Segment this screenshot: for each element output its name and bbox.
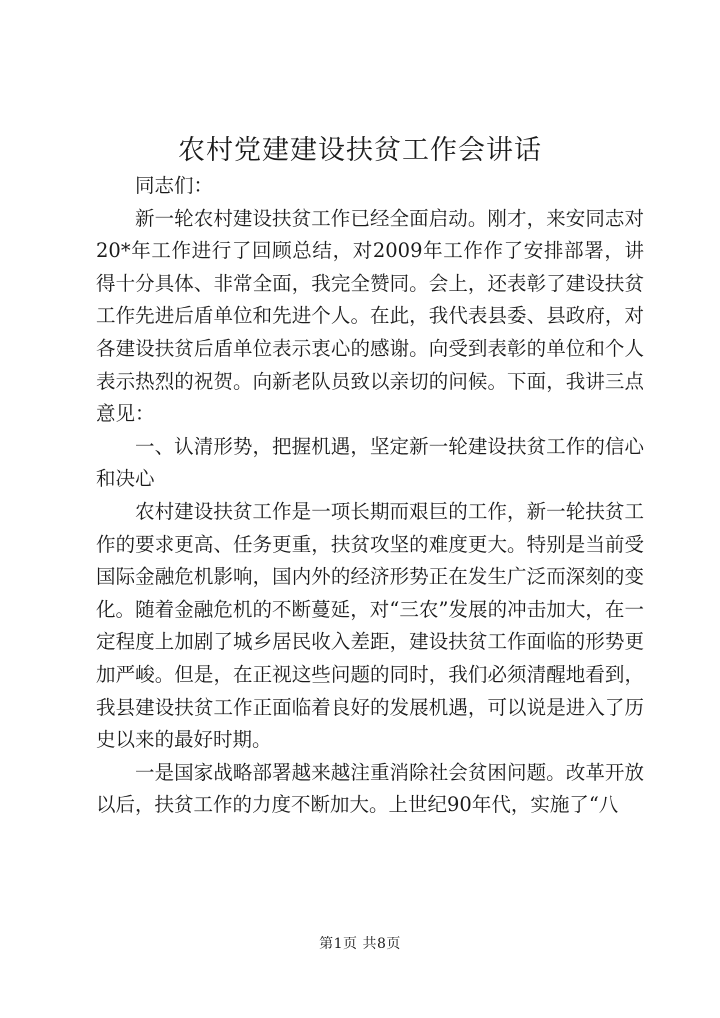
paragraph-point-1: 一是国家战略部署越来越注重消除社会贫困问题。改革开放以后，扶贫工作的力度不断加大。上世纪90年代，实施了“八 — [96, 760, 644, 817]
paragraph-intro: 新一轮农村建设扶贫工作已经全面启动。刚才，来安同志对20*年工作进行了回顾总结，对2009年工作作了安排部署，讲得十分具体、非常全面，我完全赞同。会上，还表彰了建设扶贫工作先进后盾单位和先进个人。在此，我代表县委、县政府，对各建设扶贫后盾单位表示衷心的感谢。向受到表彰的单位和个人表示热烈的祝贺。向新老队员致以亲切的问候。下面，我讲三点意见： — [96, 206, 644, 426]
section-heading-1: 一、认清形势，把握机遇，坚定新一轮建设扶贫工作的信心和决心 — [96, 434, 644, 491]
page-indicator: 第1页 共8页 — [319, 936, 401, 952]
paragraph-situation: 农村建设扶贫工作是一项长期而艰巨的工作，新一轮扶贫工作的要求更高、任务更重，扶贫攻坚的难度更大。特别是当前受国际金融危机影响，国内外的经济形势正在发生广泛而深刻的变化。随着金融危机的不断蔓延，对“三农”发展的冲击加大，在一定程度上加剧了城乡居民收入差距，建设扶贫工作面临的形势更加严峻。但是，在正视这些问题的同时，我们必须清醒地看到，我县建设扶贫工作正面临着良好的发展机遇，可以说是进入了历史以来的最好时期。 — [96, 499, 644, 752]
document-body — [96, 170, 644, 822]
greeting: 同志们： — [135, 174, 214, 197]
document-title: 农村党建建设扶贫工作会讲话 — [178, 135, 542, 166]
